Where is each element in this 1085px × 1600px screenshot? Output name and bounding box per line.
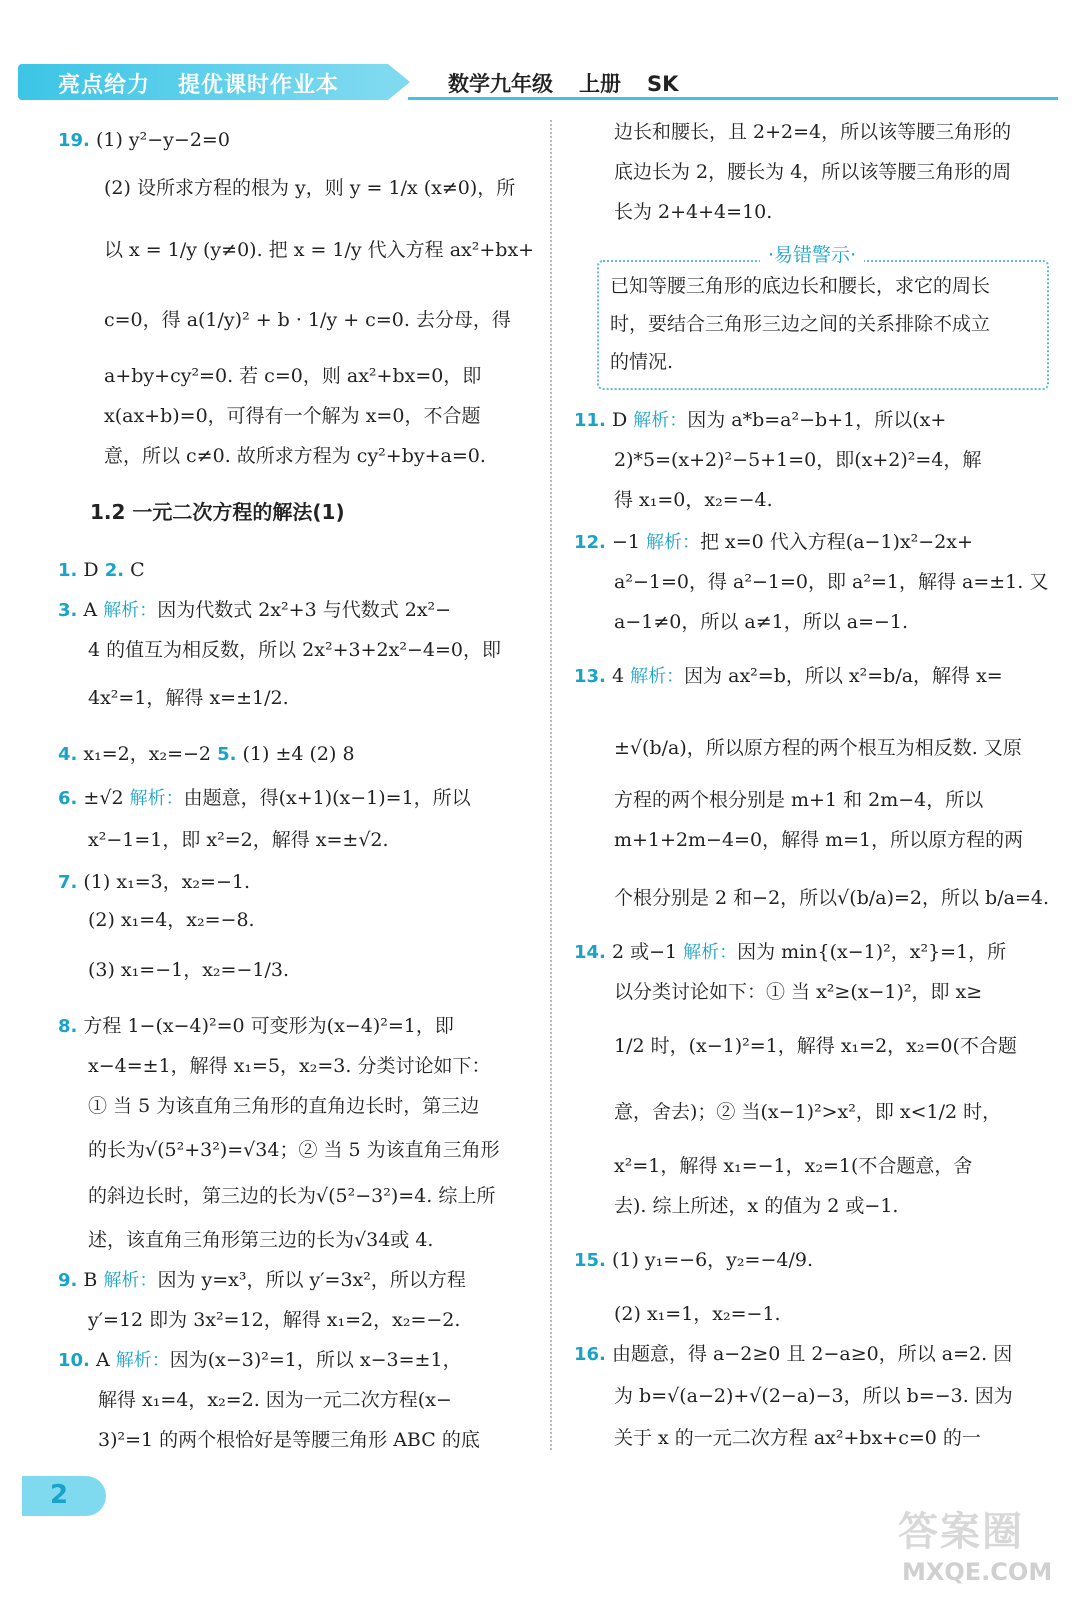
answer-text: (2) x₁=1，x₂=−1.: [614, 1303, 781, 1325]
question-number: 3.: [58, 600, 78, 621]
answer-line: [614, 736, 1022, 760]
answer-text: 底边长为 2，腰长为 4，所以该等腰三角形的周: [614, 161, 1012, 183]
question-number: 9.: [58, 1270, 78, 1291]
answer-text: 由题意，得(x+1)(x−1)=1，所以: [183, 787, 471, 809]
answer-text: 已知等腰三角形的底边长和腰长，求它的周长: [610, 275, 991, 297]
answer-line: [610, 274, 990, 298]
answer-line: [88, 638, 501, 662]
analysis-label: 解析：: [630, 666, 685, 687]
answer-text: (2) x₁=4，x₂=−8.: [88, 909, 255, 931]
answer-line: [614, 980, 982, 1004]
answer-line: [104, 176, 515, 200]
answer-text: a²−1=0，得 a²−1=0，即 a²=1，解得 a=±1. 又: [614, 571, 1049, 593]
answer-line: [574, 1248, 813, 1273]
question-number: 19.: [58, 130, 90, 151]
answer-text: D: [611, 409, 634, 431]
answer-text: ① 当 5 为该直角三角形的直角边长时，第三边: [88, 1095, 480, 1117]
watermark-logo: 答案圈: [898, 1509, 1024, 1555]
answer-line: [104, 404, 480, 428]
answer-text: C: [130, 559, 145, 581]
answer-text: 方程的两个根分别是 m+1 和 2m−4，所以: [614, 789, 984, 811]
answer-line: [88, 1138, 500, 1162]
answer-text: 述，该直角三角形第三边的长为√34或 4.: [88, 1229, 434, 1251]
analysis-label: 解析：: [129, 788, 184, 809]
answer-line: [88, 908, 255, 932]
answer-text: 方程 1−(x−4)²=0 可变形为(x−4)²=1，即: [83, 1015, 454, 1037]
answer-text: 2)*5=(x+2)²−5+1=0，即(x+2)²=4，解: [614, 449, 982, 471]
answer-line: [88, 1184, 495, 1208]
answer-text: (1) y₁=−6，y₂=−4/9.: [611, 1249, 813, 1271]
page-number: 2: [50, 1480, 69, 1510]
answer-text: 以 x = 1/y (y≠0). 把 x = 1/y 代入方程 ax²+bx+: [104, 239, 535, 261]
answer-text: 解得 x₁=4，x₂=2. 因为一元二次方程(x−: [98, 1389, 452, 1411]
answer-text: 的斜边长时，第三边的长为√(5²−3²)=4. 综上所: [88, 1185, 496, 1207]
question-number: 11.: [574, 410, 606, 431]
answer-line: [574, 940, 1006, 965]
answer-text: ±√2: [83, 787, 130, 809]
answer-text: 个根分别是 2 和−2，所以√(b/a)=2，所以 b/a=4.: [614, 887, 1049, 909]
answer-line: [58, 1268, 466, 1293]
answer-text: 以分类讨论如下：① 当 x²≥(x−1)²，即 x≥: [614, 981, 983, 1003]
answer-text: x²−1=1，即 x²=2，解得 x=±√2.: [88, 829, 389, 851]
answer-line: [58, 870, 250, 895]
answer-line: [104, 364, 481, 388]
answer-text: 4 的值互为相反数，所以 2x²+3+2x²−4=0，即: [88, 639, 501, 661]
answer-text: (1) x₁=3，x₂=−1.: [83, 871, 251, 893]
answer-line: [614, 1194, 898, 1218]
answer-line: [610, 312, 990, 336]
answer-line: [614, 488, 773, 512]
watermark: [890, 1500, 1060, 1590]
answer-line: [574, 530, 973, 555]
answer-line: [614, 1384, 1013, 1408]
answer-line: [88, 1228, 433, 1252]
answer-line: [610, 350, 673, 374]
answer-text: m+1+2m−4=0，解得 m=1，所以原方程的两: [614, 829, 1024, 851]
answer-line: [614, 448, 981, 472]
answer-text: 得 x₁=0，x₂=−4.: [614, 489, 773, 511]
answer-line: [58, 1014, 454, 1039]
answer-text: D: [83, 559, 105, 581]
answer-text: 因为(x−3)²=1，所以 x−3=±1，: [169, 1349, 462, 1371]
analysis-label: 解析：: [633, 410, 688, 431]
answer-line: [614, 1154, 972, 1178]
answer-line: [614, 788, 983, 812]
answer-line: [88, 828, 389, 852]
answer-text: −1: [611, 531, 646, 553]
answer-text: x−4=±1，解得 x₁=5，x₂=3. 分类讨论如下：: [88, 1055, 491, 1077]
answer-text: 2 或−1: [611, 941, 684, 963]
section-title: 1.2 一元二次方程的解法(1): [90, 500, 345, 524]
answer-line: [614, 1034, 1017, 1058]
answer-line: [574, 1342, 1012, 1367]
answer-text: a+by+cy²=0. 若 c=0，则 ax²+bx=0，即: [104, 365, 482, 387]
answer-text: 因为代数式 2x²+3 与代数式 2x²−: [157, 599, 452, 621]
answer-text: 把 x=0 代入方程(a−1)x²−2x+: [700, 531, 973, 553]
header-tab-arrow: [388, 64, 410, 100]
answer-text: A: [95, 1349, 116, 1371]
analysis-label: 解析：: [115, 1350, 170, 1371]
question-number: 2.: [104, 560, 125, 581]
answer-text: (1) y²−y−2=0: [95, 129, 230, 151]
warning-title-text: 易错警示: [774, 244, 851, 266]
question-number: 12.: [574, 532, 606, 553]
question-number: 7.: [58, 872, 78, 893]
book-title: 提优课时作业本: [178, 73, 340, 98]
answer-text: 4: [611, 665, 631, 687]
brand: 亮点给力: [58, 73, 151, 98]
answer-line: [614, 160, 1011, 184]
answer-text: 意，所以 c≠0. 故所求方程为 cy²+by+a=0.: [104, 445, 486, 467]
answer-text: y′=12 即为 3x²=12，解得 x₁=2，x₂=−2.: [88, 1309, 461, 1331]
answer-line: [614, 610, 908, 634]
answer-line: [98, 1388, 452, 1412]
edition: SK: [647, 72, 679, 96]
answer-text: (3) x₁=−1，x₂=−1/3.: [88, 959, 290, 981]
answer-line: [58, 598, 451, 623]
answer-text: x₁=2，x₂=−2: [83, 743, 218, 765]
answer-text: 长为 2+4+4=10.: [614, 201, 773, 223]
answer-text: 因为 y=x³，所以 y′=3x²，所以方程: [157, 1269, 466, 1291]
subject: 数学九年级: [448, 72, 553, 96]
answer-line: [614, 120, 1011, 144]
answer-line: [614, 1100, 1001, 1124]
answer-text: 因为 a*b=a²−b+1，所以(x+: [687, 409, 947, 431]
page-number-tab: [22, 1476, 106, 1516]
question-number: 1.: [58, 560, 78, 581]
header-subject: [448, 68, 704, 98]
answer-line: [58, 1348, 462, 1373]
answer-text: B: [83, 1269, 104, 1291]
answer-text: ±√(b/a)，所以原方程的两个根互为相反数. 又原: [614, 737, 1022, 759]
answer-text: (2) 设所求方程的根为 y，则 y = 1/x (x≠0)，所: [104, 177, 516, 199]
answer-text: c=0，得 a(1/y)² + b · 1/y + c=0. 去分母，得: [104, 309, 511, 331]
answer-text: 的长为√(5²+3²)=√34；② 当 5 为该直角三角形: [88, 1139, 500, 1161]
answer-text: 关于 x 的一元二次方程 ax²+bx+c=0 的一: [614, 1427, 981, 1449]
answer-text: A: [83, 599, 104, 621]
answer-line: [88, 958, 289, 982]
answer-text: x(ax+b)=0，可得有一个解为 x=0，不合题: [104, 405, 481, 427]
answer-line: [614, 1302, 781, 1326]
answer-line: [614, 570, 1048, 594]
answer-text: 意，舍去)；② 当(x−1)²>x²，即 x<1/2 时，: [614, 1101, 1002, 1123]
answer-line: [88, 1308, 460, 1332]
answer-text: x²=1，解得 x₁=−1，x₂=1(不合题意，舍: [614, 1155, 973, 1177]
answer-line: [574, 408, 946, 433]
answer-text: 时，要结合三角形三边之间的关系排除不成立: [610, 313, 991, 335]
watermark-url: MXQE.COM: [902, 1558, 1053, 1586]
answer-line: [88, 1054, 490, 1078]
question-number: 15.: [574, 1250, 606, 1271]
answer-text: 边长和腰长，且 2+2=4，所以该等腰三角形的: [614, 121, 1012, 143]
answer-line: [58, 786, 471, 811]
analysis-label: 解析：: [683, 942, 738, 963]
question-number: 14.: [574, 942, 606, 963]
answer-line: [614, 1426, 981, 1450]
answer-text: 去). 综上所述，x 的值为 2 或−1.: [614, 1195, 899, 1217]
column-divider: [550, 120, 552, 1450]
question-number: 8.: [58, 1016, 78, 1037]
answer-text: a−1≠0，所以 a≠1，所以 a=−1.: [614, 611, 909, 633]
page-header: [18, 64, 1058, 100]
answer-line: [88, 686, 289, 710]
answer-text: 因为 min{(x−1)²，x²}=1，所: [737, 941, 1007, 963]
question-number: 10.: [58, 1350, 90, 1371]
header-title: [58, 68, 367, 99]
analysis-label: 解析：: [103, 1270, 158, 1291]
answer-line: [88, 1094, 479, 1118]
answer-line: [614, 828, 1023, 852]
question-number: 13.: [574, 666, 606, 687]
warning-title: ·易错警示·: [760, 240, 864, 267]
answer-line: [614, 886, 1049, 910]
answer-line: [614, 200, 772, 224]
question-number: 16.: [574, 1344, 606, 1365]
answer-line: [104, 444, 486, 468]
answer-line: [58, 558, 145, 583]
answer-text: 4x²=1，解得 x=±1/2.: [88, 687, 289, 709]
analysis-label: 解析：: [646, 532, 700, 553]
answer-text: 由题意，得 a−2≥0 且 2−a≥0，所以 a=2. 因: [611, 1343, 1013, 1365]
answer-line: [58, 128, 230, 153]
answer-text: 1/2 时，(x−1)²=1，解得 x₁=2，x₂=0(不合题: [614, 1035, 1017, 1057]
analysis-label: 解析：: [103, 600, 158, 621]
answer-line: [98, 1428, 480, 1452]
answer-line: [58, 742, 355, 767]
volume: 上册: [579, 72, 621, 96]
answer-text: (1) ±4 (2) 8: [242, 743, 355, 765]
question-number: 5.: [217, 744, 237, 765]
header-rule: [408, 97, 1058, 100]
answer-line: [104, 238, 534, 262]
answer-line: [574, 664, 1003, 689]
answer-text: 因为 ax²=b，所以 x²=b/a，解得 x=: [684, 665, 1003, 687]
answer-text: 3)²=1 的两个根恰好是等腰三角形 ABC 的底: [98, 1429, 480, 1451]
question-number: 6.: [58, 788, 78, 809]
answer-line: [104, 308, 511, 332]
answer-text: 的情况.: [610, 351, 674, 373]
answer-text: 为 b=√(a−2)+√(2−a)−3，所以 b=−3. 因为: [614, 1385, 1013, 1407]
question-number: 4.: [58, 744, 78, 765]
